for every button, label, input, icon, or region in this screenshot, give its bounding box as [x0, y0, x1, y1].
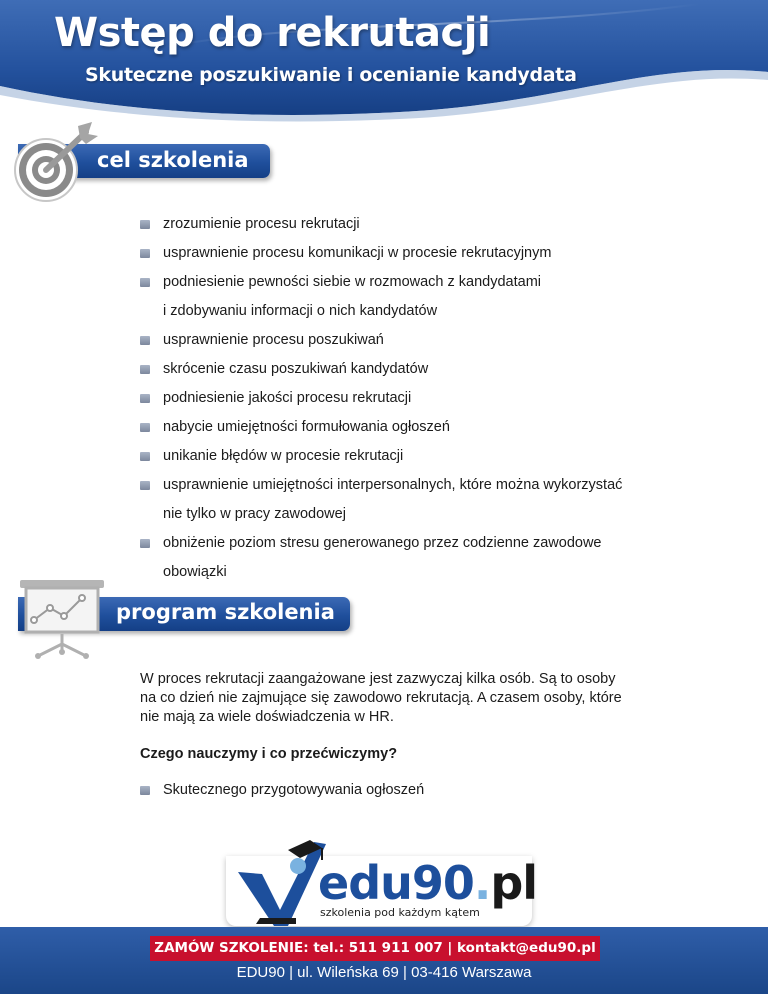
bullet-icon — [140, 539, 150, 548]
program-intro — [140, 670, 660, 727]
bullet-icon — [140, 249, 150, 258]
intro-line: W proces rekrutacji zaangażowane jest zazwyczaj kilka osób. Są to osoby — [140, 671, 616, 687]
list-item: podniesienie jakości procesu rekrutacji — [140, 384, 700, 413]
bullet-icon — [140, 365, 150, 374]
presentation-board-icon — [14, 578, 110, 660]
goal-list — [140, 210, 700, 587]
list-item: usprawnienie umiejętności interpersonalnych, które można wykorzystać — [140, 471, 700, 500]
bullet-icon — [140, 336, 150, 345]
bullet-icon — [140, 220, 150, 229]
company-address: EDU90 | ul. Wileńska 69 | 03-416 Warszawa — [236, 964, 532, 981]
intro-line: nie mają za wiele doświadczenia w HR. — [140, 709, 394, 725]
list-item: unikanie błędów w procesie rekrutacji — [140, 442, 700, 471]
list-item-continuation: i zdobywaniu informacji o nich kandydatów — [163, 303, 438, 319]
list-item: nabycie umiejętności formułowania ogłoszeń — [140, 413, 700, 442]
list-item: usprawnienie procesu komunikacji w procesie rekrutacyjnym — [140, 239, 700, 268]
logo-tagline: szkolenia pod każdym kątem — [320, 906, 480, 919]
page-title: Wstęp do rekrutacji — [54, 10, 491, 56]
bullet-icon — [140, 786, 150, 795]
page-subtitle: Skuteczne poszukiwanie i ocenianie kandydata — [85, 64, 577, 86]
bullet-icon — [140, 394, 150, 403]
list-item-continuation: nie tylko w pracy zawodowej — [163, 506, 346, 522]
bullet-icon — [140, 481, 150, 490]
list-item: Skutecznego przygotowywania ogłoszeń — [140, 776, 700, 805]
graduate-logo-icon — [236, 832, 328, 930]
section-title-goal: cel szkolenia — [97, 148, 249, 172]
program-question: Czego nauczymy i co przećwiczymy? — [140, 746, 398, 762]
list-item: skrócenie czasu poszukiwań kandydatów — [140, 355, 700, 384]
header — [0, 0, 768, 122]
target-icon — [6, 118, 102, 206]
logo-wordmark: edu90.pl — [318, 856, 538, 910]
list-item-continuation: obowiązki — [163, 564, 227, 580]
list-item: usprawnienie procesu poszukiwań — [140, 326, 700, 355]
intro-line: na co dzień nie zajmujące się zawodowo rekrutacją. A czasem osoby, które — [140, 690, 622, 706]
order-banner — [150, 936, 600, 961]
bullet-icon — [140, 278, 150, 287]
bullet-icon — [140, 423, 150, 432]
list-item: obniżenie poziom stresu generowanego przez codzienne zawodowe — [140, 529, 700, 558]
list-item: zrozumienie procesu rekrutacji — [140, 210, 700, 239]
order-contact-text: ZAMÓW SZKOLENIE: tel.: 511 911 007 | kontakt@edu90.pl — [154, 940, 596, 956]
bullet-icon — [140, 452, 150, 461]
section-title-program: program szkolenia — [116, 600, 335, 624]
list-item: podniesienie pewności siebie w rozmowach z kandydatami — [140, 268, 700, 297]
program-list — [140, 776, 700, 805]
